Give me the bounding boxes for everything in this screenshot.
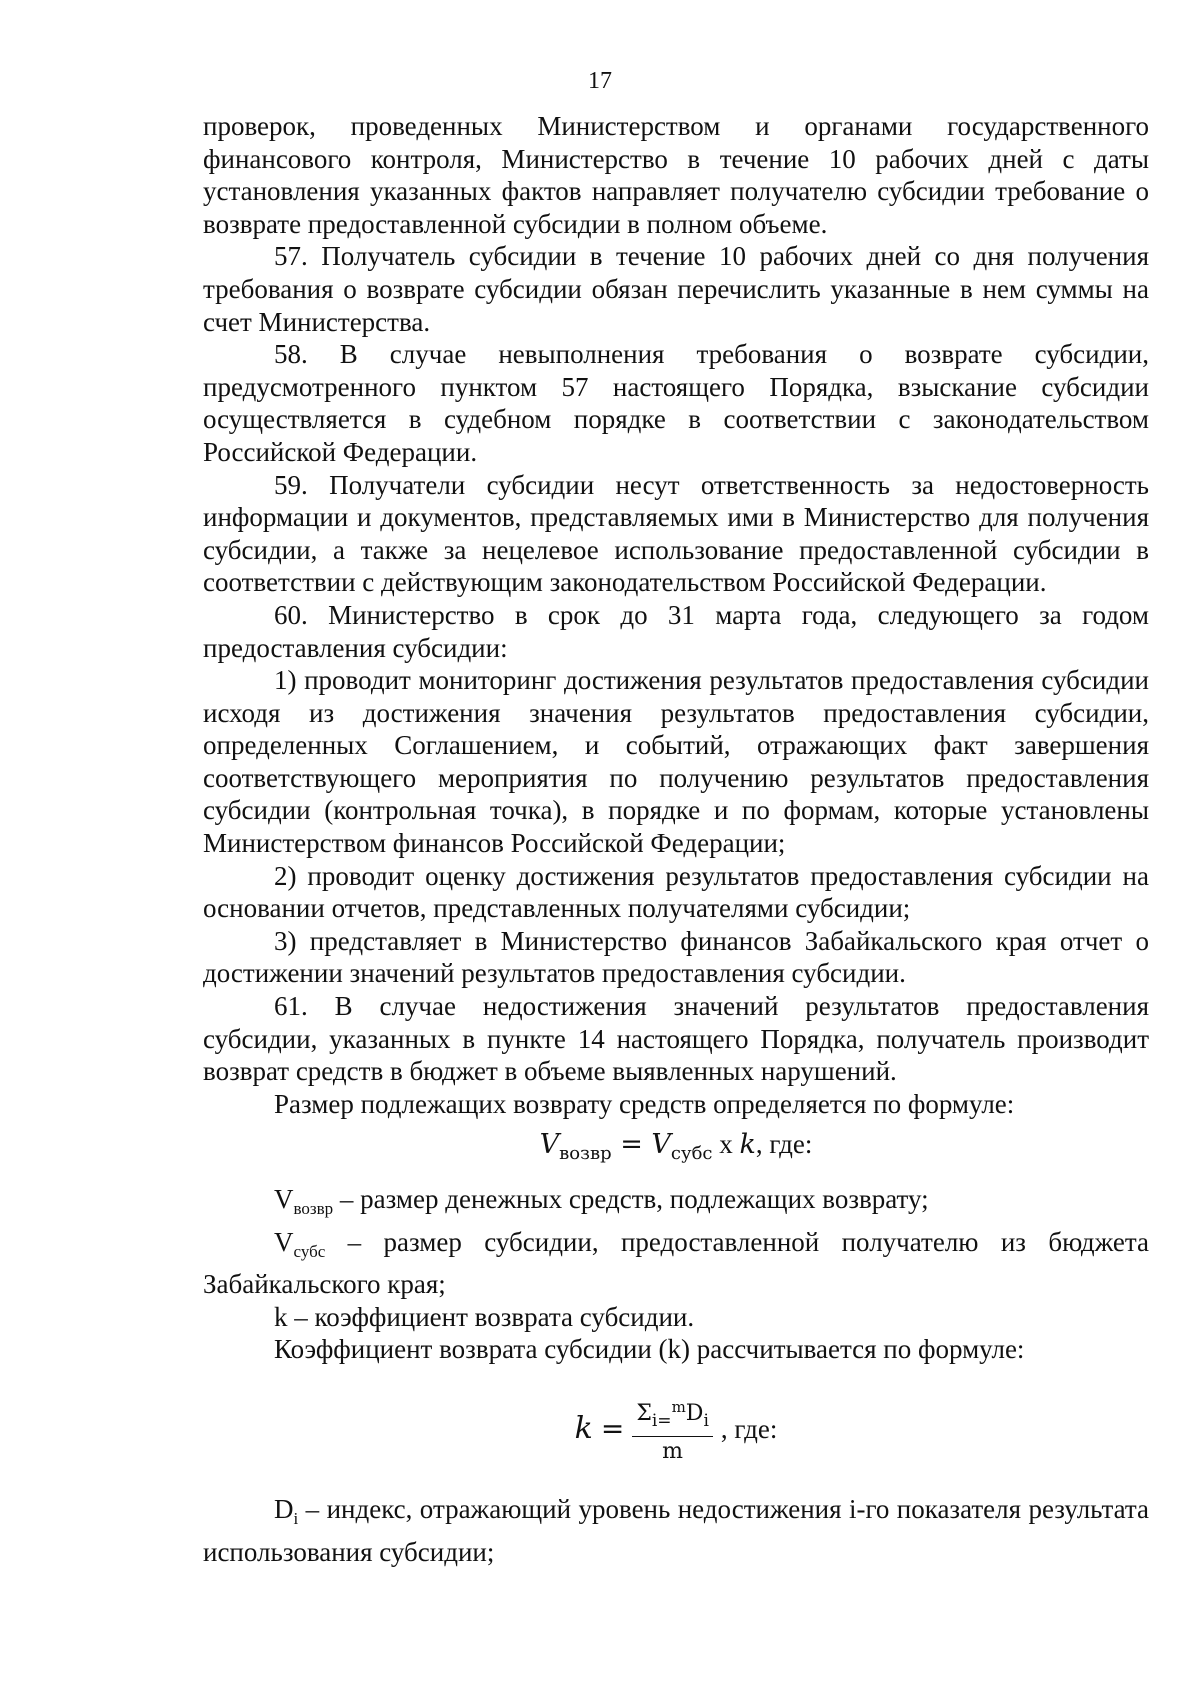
formula-refund	[203, 1128, 1149, 1171]
definition-v-vozvr	[203, 1183, 1149, 1226]
formula-lhs-sub: возвр	[559, 1143, 612, 1165]
k-formula-intro: Коэффициент возврата субсидии (k) рассчитывается по формуле:	[274, 1334, 1025, 1365]
definition-di-sub: i	[293, 1508, 299, 1528]
definition-di-symbol: D	[274, 1493, 294, 1524]
paragraph-59: 59. Получатели субсидии несут ответственность за недостоверность информации и документов, представляемых ими в Министерство для получения субсидии, а также за нецелевое использование предоставленной субсидии в соответствии с действующим законодательством Российской Федерации.	[203, 469, 1149, 598]
formula2-tail: , где:	[720, 1414, 778, 1445]
paragraph-58: 58. В случае невыполнения требования о возврате субсидии, предусмотренного пунктом 57 настоящего Порядка, взыскание субсидии осуществляется в судебном порядке в соответствии с законодательством Российской Федерации.	[203, 339, 1149, 467]
formula-times: x	[712, 1129, 740, 1160]
formula-intro: Размер подлежащих возврату средств определяется по формуле:	[274, 1088, 1015, 1119]
formula2-d: D	[685, 1400, 704, 1426]
formula-k: k	[739, 1129, 756, 1161]
definition-v-vozvr-symbol: V	[274, 1184, 294, 1214]
paragraph-60-item-2: 2) проводит оценку достижения результатов предоставления субсидии на основании отчетов, представленных получателями субсидии;	[203, 860, 1149, 924]
formula2-d-sub: i	[703, 1410, 709, 1431]
definition-v-subs	[203, 1226, 1149, 1301]
definition-di-text: – индекс, отражающий уровень недостижения i-го показателя результата использования субсидии;	[203, 1493, 1149, 1567]
paragraph-continuation: проверок, проведенных Министерством и органами государственного финансового контроля, Министерство в течение 10 рабочих дней с даты установления указанных фактов направляет получателю субсидии требование о возврате предоставленной субсидии в полном объеме.	[203, 111, 1149, 239]
definition-v-vozvr-sub: возвр	[293, 1199, 334, 1218]
formula-rhs: V	[651, 1129, 671, 1161]
definition-v-vozvr-text: – размер денежных средств, подлежащих возврату;	[333, 1184, 929, 1214]
formula-lhs: V	[539, 1129, 560, 1161]
formula2-equals: =	[600, 1412, 625, 1446]
document-body	[203, 110, 1149, 1568]
formula2-numerator	[632, 1394, 713, 1437]
formula2-sigma-lower: i=	[651, 1410, 672, 1431]
formula-equals: =	[611, 1129, 652, 1161]
definition-k: k – коэффициент возврата субсидии.	[274, 1301, 695, 1332]
formula2-sigma-upper: m	[671, 1397, 686, 1416]
formula-tail: , где:	[755, 1129, 813, 1160]
paragraph-60-item-1: 1) проводит мониторинг достижения результатов предоставления субсидии исходя из достижения значения результатов предоставления субсидии, определенных Соглашением, и событий, отражающих факт завершения соответствующего мероприятия по получению результатов предоставления субсидии (контрольная точка), в порядке и по формам, которые установлены Министерством финансов Российской Федерации;	[203, 665, 1149, 859]
page-number: 17	[588, 68, 612, 94]
paragraph-57: 57. Получатель субсидии в течение 10 рабочих дней со дня получения требования о возврате субсидии обязан перечислить указанные в нем суммы на счет Министерства.	[203, 241, 1149, 337]
definition-v-subs-symbol: V	[274, 1226, 294, 1257]
definition-di	[203, 1493, 1149, 1568]
paragraph-60-item-3: 3) представляет в Министерство финансов Забайкальского края отчет о достижении значений результатов предоставления субсидии.	[203, 925, 1149, 989]
formula2-denominator: m	[662, 1438, 684, 1464]
formula-coefficient	[203, 1394, 1149, 1465]
formula-rhs-sub: субс	[670, 1143, 713, 1165]
paragraph-61: 61. В случае недостижения значений результатов предоставления субсидии, указанных в пункте 14 настоящего Порядка, получатель производит возврат средств в бюджет в объеме выявленных нарушений.	[203, 991, 1149, 1087]
paragraph-60: 60. Министерство в срок до 31 марта года, следующего за годом предоставления субсидии:	[203, 599, 1149, 663]
formula2-lhs: k	[574, 1411, 593, 1447]
definition-v-subs-text: – размер субсидии, предоставленной получателю из бюджета Забайкальского края;	[203, 1226, 1149, 1300]
definition-v-subs-sub: субс	[293, 1241, 326, 1261]
formula2-fraction	[632, 1394, 713, 1465]
formula2-sigma: Σ	[636, 1400, 652, 1426]
